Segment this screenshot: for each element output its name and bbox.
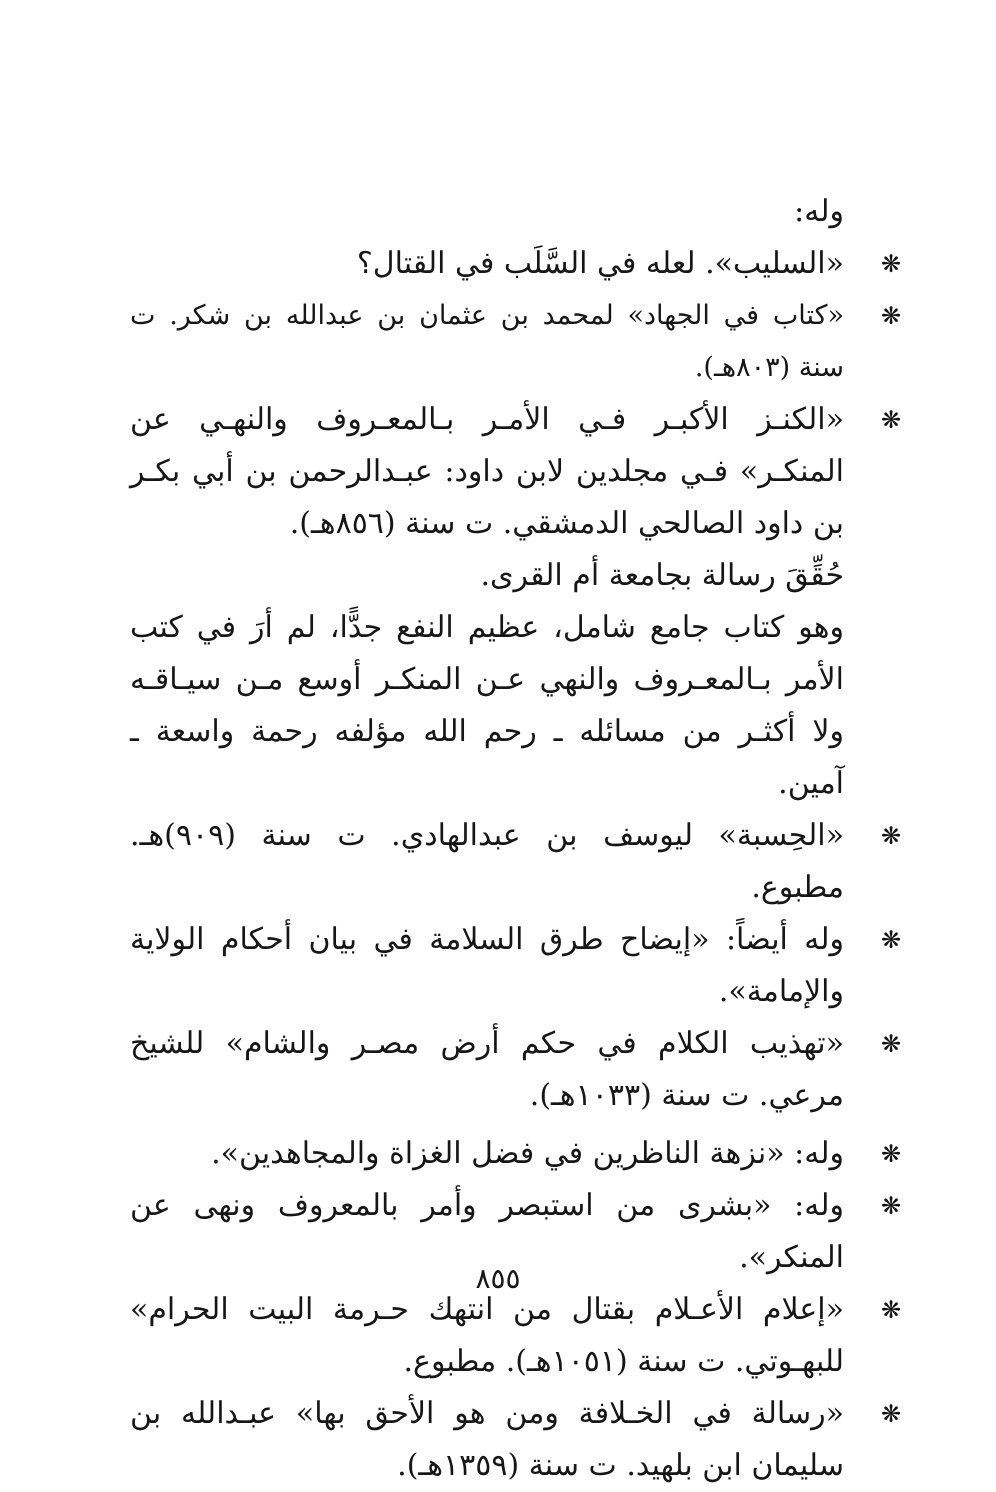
list-item: [130, 810, 902, 914]
bullet-icon: ❋: [880, 302, 902, 330]
bullet-icon: ❋: [880, 1192, 902, 1220]
entry-note: وهو كتاب جامع شامل، عظيم النفع جدًّا، لم أرَ في كتب الأمر بـالمعـروف والنهي عـن المنكـر أوسع مـن سيـاقـه ولا أكثـر من مسائله ـ رحم الله مؤلفه رحمة واسعة ـ آمين.: [130, 610, 844, 801]
bullet-icon: ❋: [880, 1296, 902, 1324]
list-item: [130, 1284, 902, 1388]
bullet-icon: ❋: [880, 1030, 902, 1058]
bullet-icon: ❋: [880, 926, 902, 954]
entry-text: «تهذيب الكلام في حكم أرض مصـر والشام» للشيخ مرعي. ت سنة (١٠٣٣هـ).: [130, 1026, 844, 1113]
entry-text: «الكنـز الأكبـر فـي الأمـر بـالمعـروف والنهـي عن المنكـر» فـي مجلدين لابن داود: عبـدالرحمن بن أبي بكـر بن داود الصالحي الدمشقي. ت سنة (٨٥٦هـ).: [130, 402, 844, 541]
entry-text: «رسالة في الخـلافة ومن هو الأحق بها» عبـدالله بن سليمان ابن بلهيد. ت سنة (١٣٥٩هـ).: [130, 1396, 844, 1483]
list-item: [130, 1388, 902, 1492]
bullet-icon: ❋: [880, 250, 902, 278]
list-item: [130, 914, 902, 1018]
entry-text: وله أيضاً: «إيضاح طرق السلامة في بيان أحكام الولاية والإمامة».: [130, 922, 844, 1009]
page-body: [130, 186, 902, 1492]
bullet-icon: ❋: [880, 822, 902, 850]
list-item: [130, 1018, 902, 1122]
bullet-icon: ❋: [880, 1140, 902, 1168]
entry-text: «إعلام الأعـلام بقتال من انتهك حـرمة البيت الحرام» للبهـوتي. ت سنة (١٠٥١هـ). مطبوع.: [130, 1292, 844, 1379]
list-item: [130, 1128, 902, 1180]
list-item: [130, 290, 902, 394]
entry-text: «السليب». لعله في السَّلَب في القتال؟: [356, 246, 844, 281]
list-item: [130, 238, 902, 290]
bullet-icon: ❋: [880, 406, 902, 434]
bullet-icon: ❋: [880, 1400, 902, 1428]
entry-text: وله: «نزهة الناظرين في فضل الغزاة والمجاهدين».: [211, 1136, 844, 1171]
page-number: ٨٥٥: [475, 1262, 521, 1295]
entry-note: حُقِّقَ رسالة بجامعة أم القرى.: [480, 558, 844, 593]
intro-heading: وله:: [794, 194, 844, 229]
entry-text: «كتاب في الجهاد» لمحمد بن عثمان بن عبدالله بن شكر. ت سنة (٨٠٣هـ).: [130, 300, 844, 383]
list-item: [130, 394, 902, 810]
entry-text: «الحِسبة» ليوسف بن عبدالهادي. ت سنة (٩٠٩)هـ. مطبوع.: [130, 818, 844, 905]
entry-text: وله: «بشرى من استبصر وأمر بالمعروف ونهى عن المنكر».: [130, 1188, 844, 1275]
